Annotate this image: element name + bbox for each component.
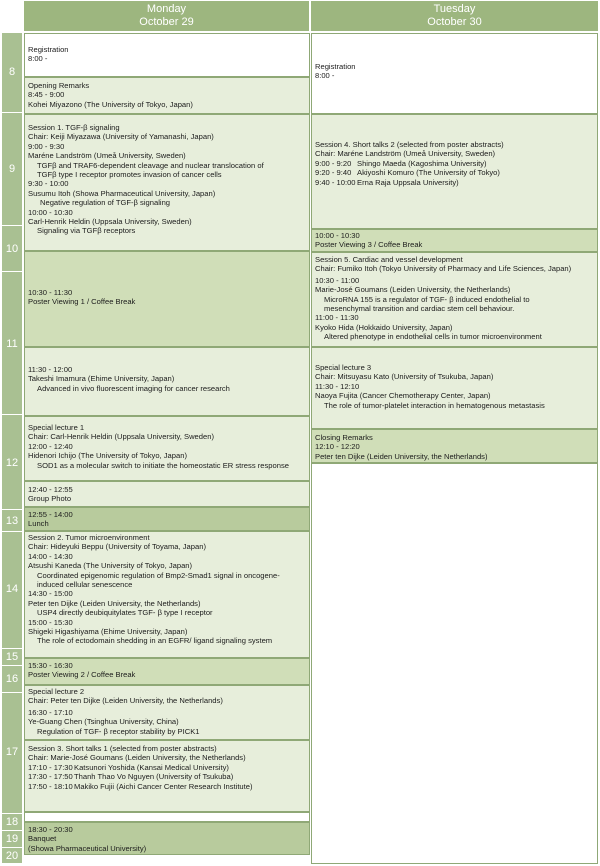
day-date: October 30 (427, 16, 482, 28)
tue-session-5: Session 5. Cardiac and vessel development Chair: Fumiko Itoh (Tokyo University of Pharmacy and Life Sciences, Japan) 10:30 - 11:00 Marie-José Goumans (Leiden University, the Netherlands) MicroRNA 155 is a regulator of TGF- β induced endothelial to mesenchymal transition and cardiac stem cell behaviour. 11:00 - 11:30 Kyoko Hida (Hokkaido University, Japan) Altered phenotype in endothelial cells in tumor microenvironment (311, 252, 598, 347)
mon-session-1: Session 1. TGF-β signaling Chair: Keiji Miyazawa (University of Yamanashi, Japan) 9:00 - 9:30 Maréne Landström (Umeå University, Sweden) TGFβ and TRAF6-dependent cleavage and nuclear translocation of TGFβ type I receptor promotes invasion of cancer cells 9:30 - 10:00 Susumu Itoh (Showa Pharmaceutical University, Japan) Negative regulation of TGF-β signaling 10:00 - 10:30 Carl-Henrik Heldin (Uppsala University, Sweden) Signaling via TGFβ receptors (24, 114, 310, 251)
day-name: Tuesday (433, 3, 476, 15)
hour-9: 9 (2, 113, 22, 226)
mon-poster-viewing-2: 15:30 - 16:30 Poster Viewing 2 / Coffee Break (24, 658, 310, 685)
mon-banquet: 18:30 - 20:30 Banquet (Showa Pharmaceutical University) (24, 822, 310, 855)
mon-poster-viewing-1: 10:30 - 11:30 Poster Viewing 1 / Coffee Break (24, 251, 310, 347)
hour-17: 17 (2, 693, 22, 814)
tue-session-4: Session 4. Short talks 2 (selected from poster abstracts) Chair: Maréne Landström (Umeå University, Sweden) 9:00 - 9:20 Shingo Maeda (Kagoshima University) 9:20 - 9:40 Akiyoshi Komuro (The University of Tokyo) 9:40 - 10:00 Erna Raja Uppsala University) (311, 114, 598, 229)
mon-session-2: Session 2. Tumor microenvironment Chair: Hideyuki Beppu (University of Toyama, Japan) 14:00 - 14:30 Atsushi Kaneda (The University of Tokyo, Japan) Coordinated epigenomic regulation of Bmp2-Smad1 signal in oncogene- induced cellular senescence 14:30 - 15:00 Peter ten Dijke (Leiden University, the Netherlands) USP4 directly deubiquitylates TGF- β type I receptor 15:00 - 15:30 Shigeki Higashiyama (Ehime University, Japan) The role of ectodomain shedding in an EGFR/ ligand signaling system (24, 531, 310, 658)
mon-session-3: Session 3. Short talks 1 (selected from poster abstracts) Chair: Marie-José Goumans (Leiden University, the Netherlands) 17:10 - 17:30 Katsunori Yoshida (Kansai Medical University) 17:30 - 17:50 Thanh Thao Vo Nguyen (University of Tsukuba) 17:50 - 18:10 Makiko Fujii (Aichi Cancer Center Research Institute) (24, 740, 310, 812)
short-talk: 9:40 - 10:00 Erna Raja Uppsala University) (315, 177, 459, 187)
mon-imamura-talk: 11:30 - 12:00 Takeshi Imamura (Ehime University, Japan) Advanced in vivo fluorescent imaging for cancer research (24, 347, 310, 416)
tuesday-header (311, 1, 598, 31)
short-talk: 9:20 - 9:40 Akiyoshi Komuro (The University of Tokyo) (315, 168, 500, 178)
mon-break (24, 812, 310, 822)
mon-group-photo: 12:40 - 12:55 Group Photo (24, 481, 310, 507)
mon-special-lecture-1: Special lecture 1 Chair: Carl-Henrik Heldin (Uppsala University, Sweden) 12:00 - 12:40 Hidenori Ichijo (The University of Tokyo, Japan) SOD1 as a molecular switch to initiate the homeostatic ER stress response (24, 416, 310, 481)
short-talk: 9:00 - 9:20 Shingo Maeda (Kagoshima University) (315, 158, 487, 168)
hour-20: 20 (2, 848, 22, 864)
tue-poster-viewing-3: 10:00 - 10:30 Poster Viewing 3 / Coffee Break (311, 229, 598, 252)
tue-special-lecture-3: Special lecture 3 Chair: Mitsuyasu Kato (University of Tsukuba, Japan) 11:30 - 12:10 Naoya Fujita (Cancer Chemotherapy Center, Japan) The role of tumor-platelet interaction in hematogenous metastasis (311, 347, 598, 429)
hour-19: 19 (2, 831, 22, 848)
short-talk: 17:30 - 17:50 Thanh Thao Vo Nguyen (University of Tsukuba) (28, 772, 234, 782)
mon-special-lecture-2: Special lecture 2 Chair: Peter ten Dijke (Leiden University, the Netherlands) 16:30 - 17:10 Ye-Guang Chen (Tsinghua University, China) Regulation of TGF- β receptor stability by PICK1 (24, 685, 310, 740)
hour-18: 18 (2, 814, 22, 831)
short-talk: 17:50 - 18:10 Makiko Fujii (Aichi Cancer Center Research Institute) (28, 781, 253, 791)
hour-8: 8 (2, 33, 22, 113)
hour-10: 10 (2, 226, 22, 272)
day-name: Monday (146, 3, 187, 15)
tue-registration: Registration 8:00 - (311, 33, 598, 114)
hour-13: 13 (2, 510, 22, 532)
mon-registration: Registration 8:00 - (24, 33, 310, 77)
hour-15: 15 (2, 649, 22, 666)
mon-opening-remarks: Opening Remarks 8:45 - 9:00 Kohei Miyazono (The University of Tokyo, Japan) (24, 77, 310, 114)
hour-12: 12 (2, 415, 22, 510)
tue-closing-remarks: Closing Remarks 12:10 - 12:20 Peter ten Dijke (Leiden University, the Netherlands) (311, 429, 598, 463)
short-talk: 17:10 - 17:30 Katsunori Yoshida (Kansai Medical University) (28, 762, 229, 772)
monday-header (24, 1, 309, 31)
mon-lunch: 12:55 - 14:00 Lunch (24, 507, 310, 531)
tue-empty-area (311, 463, 598, 864)
hour-14: 14 (2, 532, 22, 649)
day-date: October 29 (139, 16, 194, 28)
hour-11: 11 (2, 272, 22, 415)
hour-16: 16 (2, 666, 22, 693)
